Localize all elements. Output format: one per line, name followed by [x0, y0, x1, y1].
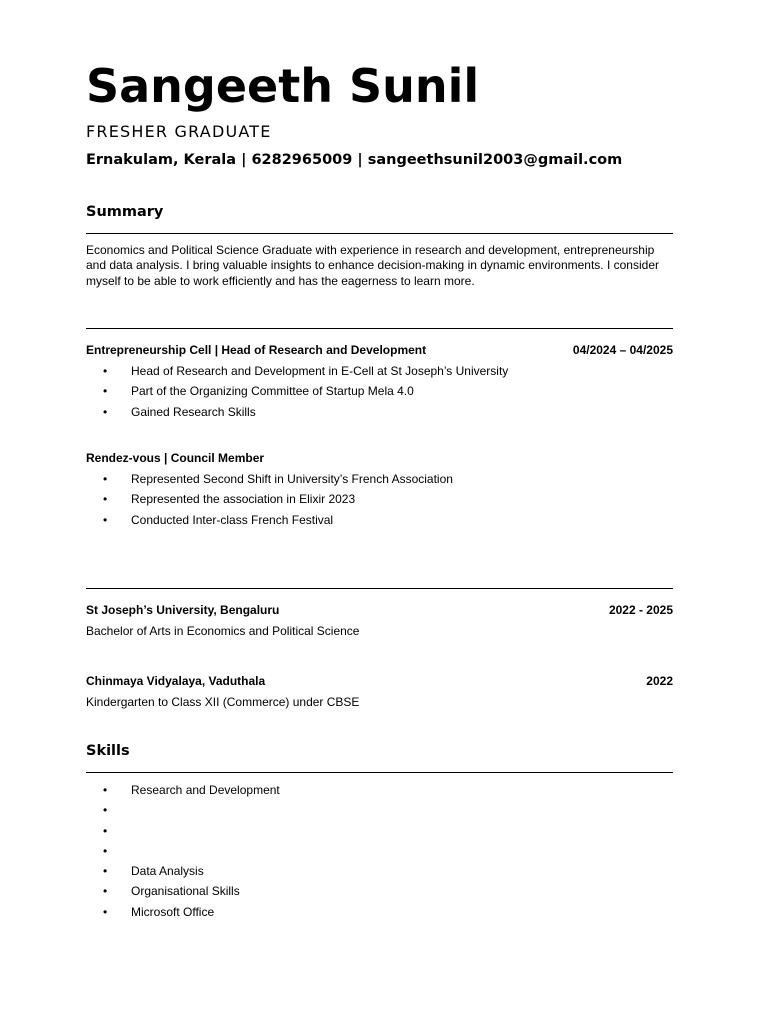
- education-entry-heading: [86, 603, 673, 618]
- summary-text: Economics and Political Science Graduate with experience in research and development, entrepreneurship and data analysis. I bring valuable insights to enhance decision-making in dynamic environments. I consider myself to be able to work efficiently and has the eagerness to learn more.: [86, 243, 659, 288]
- education-detail: Kindergarten to Class XII (Commerce) under CBSE: [86, 695, 360, 709]
- education-detail: Bachelor of Arts in Economics and Political Science: [86, 624, 360, 638]
- skills-divider: [86, 772, 673, 773]
- summary-title: Summary: [86, 204, 164, 220]
- list-item: • Head of Research and Development in E-Cell at St Joseph’s University: [86, 364, 508, 384]
- list-item: • Conducted Inter-class French Festival: [86, 513, 453, 533]
- list-item: • Represented the association in Elixir 2023: [86, 492, 453, 512]
- experience-divider: [86, 328, 673, 329]
- education-dates: 2022 - 2025: [608, 603, 673, 617]
- list-item: • Part of the Organizing Committee of Startup Mela 4.0: [86, 384, 508, 404]
- list-item: • Organisational Skills: [86, 884, 280, 904]
- list-item: [86, 824, 280, 844]
- skills-bullet-list: [86, 783, 280, 925]
- list-item: • Gained Research Skills: [86, 405, 508, 425]
- experience-entry-heading: [86, 343, 673, 358]
- candidate-subtitle: FRESHER GRADUATE: [86, 122, 272, 141]
- experience-role: Rendez-vous | Council Member: [86, 451, 265, 465]
- experience-bullet-list: [86, 472, 453, 533]
- list-item: • Data Analysis: [86, 864, 280, 884]
- contact-line: Ernakulam, Kerala | 6282965009 | sangeethsunil2003@gmail.com: [86, 152, 623, 168]
- experience-bullet-list: [86, 364, 508, 425]
- education-entry-heading: [86, 674, 673, 689]
- experience-entry-heading: [86, 451, 673, 466]
- experience-dates: 04/2024 – 04/2025: [572, 343, 673, 357]
- education-institution: Chinmaya Vidyalaya, Vaduthala: [86, 674, 266, 688]
- skills-title: Skills: [86, 743, 130, 759]
- education-institution: St Joseph’s University, Bengaluru: [86, 603, 280, 617]
- experience-role: Entrepreneurship Cell | Head of Research and Development: [86, 343, 427, 357]
- list-item: • Microsoft Office: [86, 905, 280, 925]
- list-item: [86, 844, 280, 864]
- candidate-name: Sangeeth Sunil: [86, 59, 480, 113]
- education-dates: 2022: [646, 674, 673, 688]
- list-item: [86, 803, 280, 823]
- list-item: • Research and Development: [86, 783, 280, 803]
- education-divider: [86, 588, 673, 589]
- summary-divider: [86, 233, 673, 234]
- list-item: • Represented Second Shift in University’s French Association: [86, 472, 453, 492]
